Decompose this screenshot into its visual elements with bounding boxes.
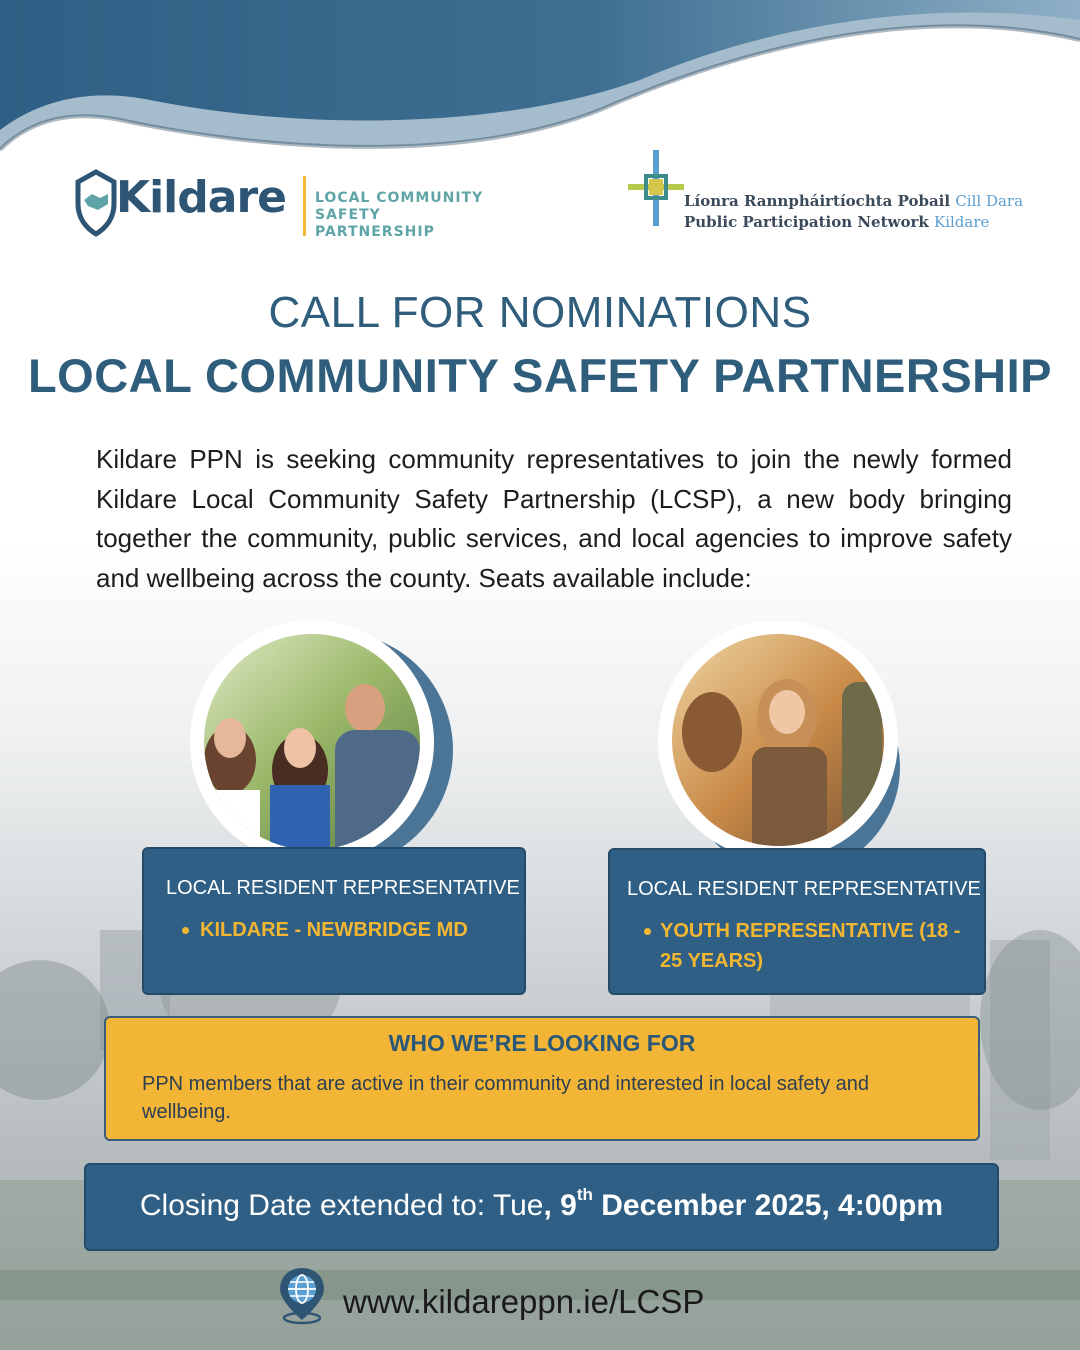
seat-card-title: LOCAL RESIDENT REPRESENTATIVE [166, 877, 520, 899]
shield-handshake-icon [74, 168, 118, 238]
closing-date-rest: December 2025, 4:00pm [592, 1189, 944, 1222]
kildare-logo-subtitle [315, 190, 504, 241]
looking-for-body: PPN members that are active in their community and interested in local safety and wellbeing. [142, 1073, 870, 1123]
looking-for-heading: WHO WE’RE LOOKING FOR [388, 1030, 696, 1056]
seat-item: KILDARE - NEWBRIDGE MD [200, 919, 468, 941]
closing-date-text [86, 1185, 997, 1223]
kildare-logo-name: Kildare [116, 172, 286, 223]
closing-day-suffix: th [576, 1185, 593, 1204]
seat-item: YOUTH REPRESENTATIVE (18 - 25 YEARS) [660, 920, 961, 972]
logo-divider [303, 176, 306, 236]
closing-comma: , [543, 1189, 561, 1222]
ppn-logo-english-accent: Kildare [933, 213, 990, 231]
ppn-logo-english-main: Public Participation Network [684, 213, 929, 231]
resident-photo [190, 620, 460, 870]
closing-day: 9 [560, 1189, 577, 1222]
header-wave [0, 0, 1080, 170]
intro-paragraph: Kildare PPN is seeking community representatives to join the newly formed Kildare Local Community Safety Partnership (LCSP), a new body bringing together the community, public services, and local agencies to improve safety and wellbeing across the county. Seats available include: [96, 444, 1012, 593]
website-link[interactable]: www.kildareppn.ie/LCSP [343, 1283, 705, 1320]
bullet-icon [644, 928, 651, 935]
bullet-icon [182, 927, 189, 934]
ppn-logo-irish-main: Líonra Rannpháirtíochta Pobail [684, 192, 951, 210]
ppn-logo-irish-accent: Cill Dara [955, 192, 1024, 210]
closing-date-banner [84, 1163, 999, 1251]
seat-card-title: LOCAL RESIDENT REPRESENTATIVE [627, 878, 981, 900]
ppn-logo [628, 150, 1024, 240]
page-title-call: CALL FOR NOMINATIONS [268, 288, 812, 337]
kildare-logo-line2: SAFETY PARTNERSHIP [315, 207, 435, 240]
seat-card-kildare-newbridge [142, 847, 526, 995]
ppn-logo-english [684, 213, 989, 231]
closing-prefix: Closing Date extended to: Tue [139, 1189, 544, 1222]
seat-card-youth [608, 848, 986, 995]
youth-photo [652, 622, 922, 872]
ppn-logo-irish [684, 192, 1023, 210]
brigid-cross-icon [628, 150, 684, 226]
globe-pin-icon [276, 1266, 328, 1326]
looking-for-box [104, 1016, 980, 1141]
page-title-lcsp: LOCAL COMMUNITY SAFETY PARTNERSHIP [27, 349, 1053, 402]
kildare-lcsp-logo [74, 168, 504, 240]
kildare-logo-line1: LOCAL COMMUNITY [315, 190, 484, 206]
